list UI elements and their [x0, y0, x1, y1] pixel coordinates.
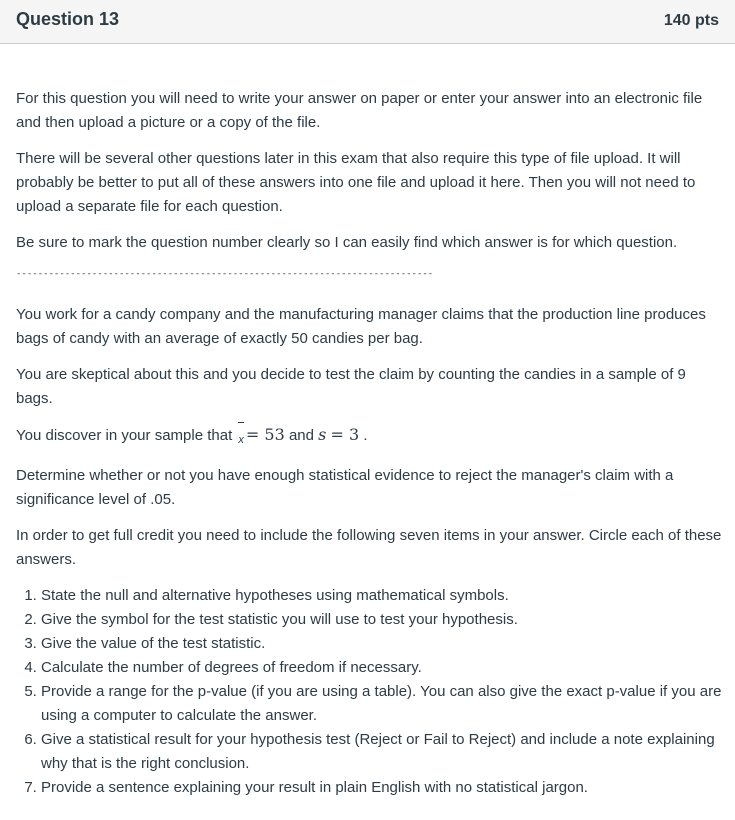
xbar-symbol: x	[238, 428, 244, 452]
list-item: 2. Give the symbol for the test statistic you will use to test your hypothesis.	[41, 608, 722, 632]
list-item: 1. State the null and alternative hypotheses using mathematical symbols.	[41, 584, 722, 608]
problem-paragraph-4: Determine whether or not you have enough statistical evidence to reject the manager's claim with a significance level of .05.	[16, 467, 674, 508]
sample-prefix: You discover in your sample that	[16, 427, 233, 444]
problem-paragraph-1: You work for a candy company and the manufacturing manager claims that the production line produces bags of candy with an average of exactly 50 candies per bag.	[16, 306, 706, 347]
intro-paragraph-2: There will be several other questions later in this exam that also require this type of file upload. It will probably be better to put all of these answers into one file and upload it here. Then you will not need to upload a separate file for each question.	[16, 150, 696, 215]
and-word: and	[288, 427, 314, 444]
list-item: 7. Provide a sentence explaining your result in plain English with no statistical jargon.	[41, 776, 722, 800]
list-item: 5. Provide a range for the p-value (if you are using a table). You can also give the exact p-value if you are using a computer to calculate the answer.	[41, 680, 722, 728]
question-body	[16, 87, 722, 800]
intro-paragraph-1: For this question you will need to write your answer on paper or enter your answer into an electronic file and then upload a picture or a copy of the file.	[16, 90, 703, 131]
requirements-list	[16, 584, 722, 800]
problem-paragraph-5: In order to get full credit you need to include the following seven items in your answer. Circle each of these answers.	[16, 527, 722, 568]
question-title: Question 13	[16, 9, 120, 29]
sentence-period: .	[363, 427, 368, 444]
xbar-value: = 53	[245, 425, 285, 444]
list-item: 4. Calculate the number of degrees of freedom if necessary.	[41, 656, 722, 680]
question-points: 140 pts	[663, 12, 719, 29]
list-item: 3. Give the value of the test statistic.	[41, 632, 722, 656]
list-item: 6. Give a statistical result for your hypothesis test (Reject or Fail to Reject) and include a note explaining why that is the right conclusion.	[41, 728, 722, 776]
s-symbol: s	[318, 425, 327, 444]
problem-paragraph-2: You are skeptical about this and you decide to test the claim by counting the candies in a sample of 9 bags.	[16, 366, 686, 407]
question-header	[0, 0, 735, 44]
problem-paragraph-3	[16, 423, 722, 452]
intro-paragraph-3: Be sure to mark the question number clearly so I can easily find which answer is for which question.	[16, 234, 678, 251]
dashed-divider: -----------------------------------------------------------------------------	[16, 269, 434, 279]
s-value: = 3	[330, 425, 360, 444]
